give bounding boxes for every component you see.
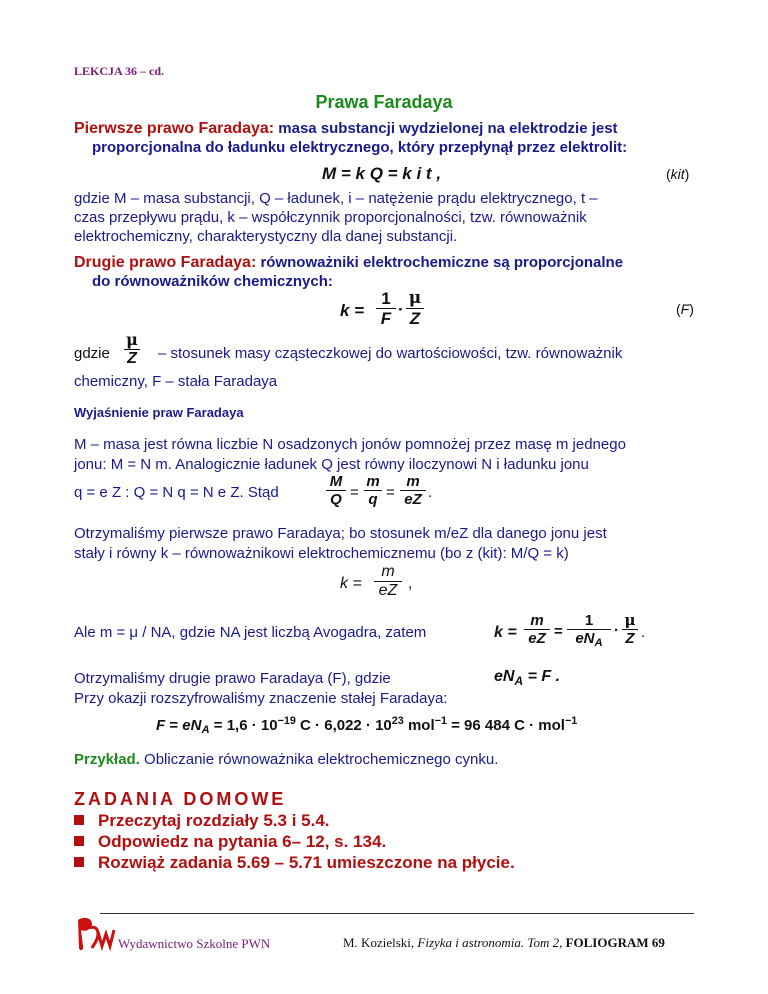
first-law-text1: masa substancji wydzielonej na elektrodzie jest [278, 120, 618, 137]
explanation-heading: Wyjaśnienie praw Faradaya [74, 405, 244, 420]
frac-1-eNA: 1 $eN_A$ [567, 613, 611, 646]
frac-m-q: m q [364, 474, 382, 507]
first-law-line1 [74, 120, 618, 138]
second-law-formula-k: k = [340, 301, 365, 320]
bullet-icon [74, 857, 84, 867]
gdzie-word: gdzie [74, 345, 110, 362]
explanation-p1-line1: M – masa jest równa liczbie N osadzonych jonów pomnożej przez masę m jednego [74, 436, 626, 453]
first-law-heading: Pierwsze prawo Faradaya: [74, 120, 275, 137]
publisher-name: Wydawnictwo Szkolne PWN [118, 936, 271, 951]
first-law-tag: (kit) [666, 166, 690, 182]
frac-m-over-eZ: m eZ [374, 564, 402, 599]
first-law-desc2: czas przepływu prądu, k – współczynnik proporcjonalności, tzw. równoważnik [74, 209, 587, 226]
k-equals-2: k = [494, 624, 517, 641]
frac-m-eZ: m eZ [400, 474, 426, 507]
explanation-p4: Otrzymaliśmy drugie prawo Faradaya (F), gdzie [74, 670, 391, 687]
second-law-heading: Drugie prawo Faradaya: [74, 254, 257, 271]
dot-operator-2: · [614, 622, 619, 639]
faraday-value: $F = eN_A = 1,6 \cdot 10^{-19}$ $C \cdot 6,022 \cdot 10^{23}$ mol$^{-1}$ = 96 484 C · mol$^{-1}$ [156, 715, 578, 737]
first-law-desc3: elektrochemiczny, charakterystyczny dla danej substancji. [74, 228, 458, 245]
eq-sign-2: = [386, 484, 395, 501]
second-law-desc-a: – stosunek masy cząsteczkowej do wartościowości, tzw. równoważnik [158, 345, 623, 362]
second-law-frac-muZ: μ Z [406, 290, 424, 327]
homework-item-2: Odpowiedz na pytania 6– 12, s. 134. [74, 832, 386, 852]
bullet-icon [74, 836, 84, 846]
explanation-p2-line1: Otrzymaliśmy pierwsze prawo Faradaya; bo stosunek m/eZ dla danego jonu jest [74, 525, 607, 542]
eq-sign-3: = [554, 623, 563, 640]
explanation-p3: Ale m = μ / NA, gdzie NA jest liczbą Avogadra, zatem [74, 624, 427, 641]
mu-over-z: μ Z [124, 332, 140, 367]
example-label: Przykład. [74, 751, 140, 768]
explanation-p1-line2: jonu: M = N m. Analogicznie ładunek Q jest równy iloczynowi N i ładunku jonu [74, 456, 589, 473]
frac-mu-Z-2: μ Z [622, 613, 638, 646]
second-law-line1 [74, 254, 623, 272]
second-law-tag: (F) [676, 301, 694, 317]
lesson-header: LEKCJA 36 – cd. [74, 64, 165, 78]
period-2: . [641, 624, 646, 641]
dot-operator: · [398, 300, 404, 319]
example-line [74, 751, 498, 768]
k-equals: k = [340, 575, 362, 592]
second-law-text1: równoważniki elektrochemiczne są proporcjonalne [260, 254, 624, 271]
explanation-p2-line2: stały i równy k – równoważnikowi elektrochemicznemu (bo z (kit): M/Q = k) [74, 545, 569, 562]
first-law-formula: M = k Q = k i t , [322, 164, 442, 183]
explanation-p5: Przy okazji rozszyfrowaliśmy znaczenie stałej Faradaya: [74, 690, 448, 707]
homework-heading: ZADANIA DOMOWE [74, 789, 287, 809]
bullet-icon [74, 815, 84, 825]
explanation-p1-line3: q = e Z : Q = N q = N e Z. Stąd [74, 484, 279, 501]
frac-M-Q: M Q [326, 474, 346, 507]
example-text: Obliczanie równoważnika elektrochemicznego cynku. [144, 751, 499, 768]
homework-item-3: Rozwiąż zadania 5.69 – 5.71 umieszczone na płycie. [74, 853, 515, 873]
homework-item-1: Przeczytaj rozdziały 5.3 i 5.4. [74, 811, 330, 831]
frac-m-eZ-2: m eZ [524, 613, 550, 646]
eq-sign-1: = [350, 484, 359, 501]
first-law-text2: proporcjonalna do ładunku elektrycznego, który przepłynął przez elektrolit: [92, 139, 628, 156]
second-law-frac-1F: 1 F [376, 290, 396, 327]
pwn-logo-icon [74, 914, 118, 954]
eNA-equals-F: $eN_A = F$ . [494, 668, 561, 688]
first-law-desc1: gdzie M – masa substancji, Q – ładunek, i – natężenie prądu elektrycznego, t – [74, 190, 598, 207]
second-law-desc-b: chemiczny, F – stała Faradaya [74, 373, 278, 390]
second-law-text2: do równoważników chemicznych: [92, 273, 333, 290]
footer-divider [100, 913, 694, 914]
period-1: . [428, 484, 433, 501]
page-title: Prawa Faradaya [315, 92, 453, 112]
footer-citation: M. Kozielski, Fizyka i astronomia. Tom 2, FOLIOGRAM 69 [343, 935, 665, 950]
comma-1: , [408, 575, 413, 592]
